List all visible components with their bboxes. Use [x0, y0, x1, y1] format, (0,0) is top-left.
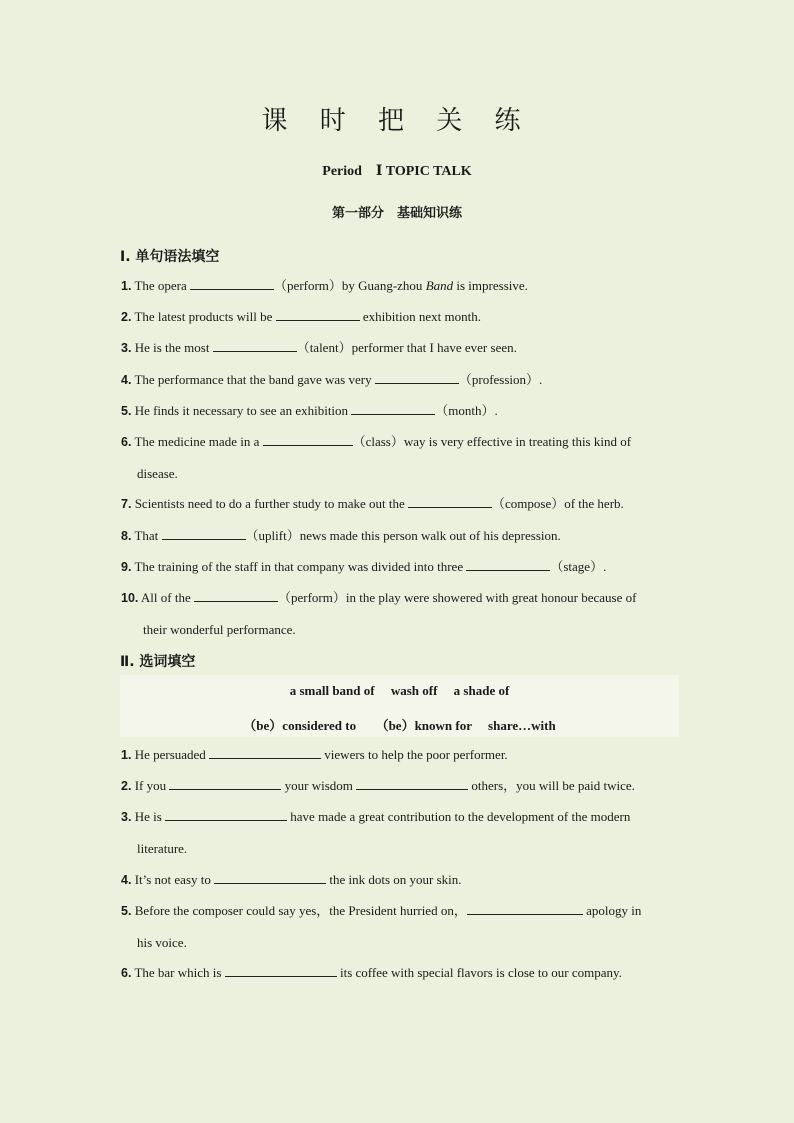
page-title: 课 时 把 关 练 — [261, 106, 533, 136]
answer-blank[interactable] — [466, 557, 550, 571]
answer-blank[interactable] — [467, 901, 583, 915]
question-2-4: 4. It’s not easy to the ink dots on your skin. — [121, 872, 462, 887]
answer-blank[interactable] — [162, 526, 246, 540]
question-1-5: 5. He finds it necessary to see an exhibition （month）. — [121, 403, 498, 418]
question-1-10: 10. All of the （perform）in the play were showered with great honour because of their wonderful performance. — [121, 590, 637, 637]
section-2-heading: Ⅱ. 选词填空 — [120, 654, 196, 670]
question-1-6: 6. The medicine made in a （class）way is very effective in treating this kind of disease. — [121, 434, 632, 481]
part-heading: 第一部分 基础知识练 — [331, 206, 462, 221]
answer-blank[interactable] — [209, 745, 321, 759]
question-2-1: 1. He persuaded viewers to help the poor performer. — [121, 747, 508, 762]
answer-blank[interactable] — [351, 401, 435, 415]
question-2-3: 3. He is have made a great contribution to the development of the modern literature. — [121, 809, 631, 856]
answer-blank[interactable] — [190, 276, 274, 290]
answer-blank[interactable] — [225, 963, 337, 977]
answer-blank[interactable] — [169, 776, 281, 790]
answer-blank[interactable] — [263, 432, 353, 446]
answer-blank[interactable] — [213, 338, 297, 352]
question-1-8: 8. That （uplift）news made this person walk out of his depression. — [121, 528, 561, 543]
answer-blank[interactable] — [375, 370, 459, 384]
word-bank-line-1: a small band of wash off a shade of — [289, 683, 510, 698]
question-1-3: 3. He is the most （talent）performer that I have ever seen. — [121, 340, 517, 355]
question-2-2: 2. If you your wisdom others，you will be paid twice. — [121, 778, 635, 793]
question-2-6: 6. The bar which is its coffee with special flavors is close to our company. — [121, 965, 622, 980]
question-2-5: 5. Before the composer could say yes，the President hurried on， apology in his voice. — [121, 903, 642, 950]
answer-blank[interactable] — [214, 870, 326, 884]
word-bank — [120, 675, 679, 737]
word-bank-line-2: （be）considered to （be）known for share…with — [243, 718, 556, 733]
question-1-1: 1. The opera （perform）by Guang-zhou Band is impressive. — [121, 278, 528, 293]
answer-blank[interactable] — [194, 588, 278, 602]
question-1-7: 7. Scientists need to do a further study to make out the （compose）of the herb. — [121, 496, 624, 511]
answer-blank[interactable] — [408, 494, 492, 508]
question-1-9: 9. The training of the staff in that company was divided into three （stage）. — [121, 559, 607, 574]
question-1-2: 2. The latest products will be exhibition next month. — [121, 309, 481, 324]
answer-blank[interactable] — [356, 776, 468, 790]
period-heading: Period Ⅰ TOPIC TALK — [322, 164, 472, 179]
section-1-heading: Ⅰ. 单句语法填空 — [120, 249, 220, 265]
answer-blank[interactable] — [276, 307, 360, 321]
question-1-4: 4. The performance that the band gave was very （profession）. — [121, 372, 543, 387]
answer-blank[interactable] — [165, 807, 287, 821]
